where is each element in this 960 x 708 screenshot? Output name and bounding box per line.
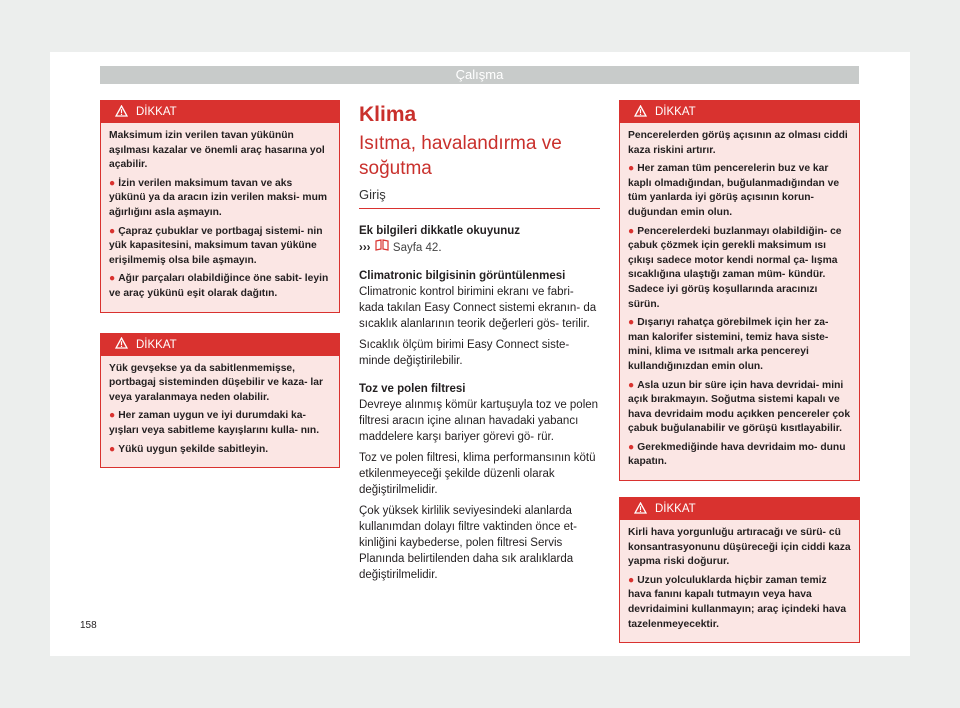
reference-heading: Ek bilgileri dikkatle okuyunuz: [359, 225, 521, 237]
warning-bullet: ● Pencerelerdeki buzlanmayı olabildiğin- ce çabuk çözmek için gerekli maksimum ısı çıkışı sadece motor kendi normal ça- lışma sıcaklığına ulaştığı zaman müm- kündür. Sadece iyi görüş koşullarında aracınızı sürün.: [628, 225, 842, 310]
warning-box-load: [100, 100, 340, 313]
warning-bullet: ● Uzun yolculuklarda hiçbir zaman temiz hava fanını kapalı tutmayın veya hava devridaimini kullanmayın; araç içindeki hava tazelenmeyecektir.: [628, 574, 847, 630]
warning-label: DİKKAT: [655, 106, 696, 118]
paragraph: Climatronic kontrol birimini ekranı ve fabri- kada takılan Easy Connect sistemi ekranın- da sıcaklık alanlarının teorik değerleri gös- terilir.: [359, 286, 597, 330]
warning-box-visibility: [619, 100, 860, 481]
middle-column: [359, 103, 600, 583]
warning-bullet: ● Her zaman tüm pencerelerin buz ve kar kaplı olmadığından, buğulanmadığından ve tüm yanlarda iyi görüş açısının korun- duğundan emin olun.: [628, 163, 840, 218]
warning-triangle-icon: [634, 502, 655, 517]
warning-bullet: ● Yükü uygun şekilde sabitleyin.: [109, 443, 269, 455]
warning-box-loose-load: [100, 333, 340, 469]
warning-intro: Pencerelerden görüş açısının az olması ciddi kaza riskini artırır.: [628, 130, 848, 156]
paragraph: Toz ve polen filtresi, klima performansının kötü etkilenmeyeceği şekilde düzenli olarak değiştirilmelidir.: [359, 452, 596, 496]
warning-triangle-icon: [634, 105, 655, 120]
subheading: Climatronic bilgisinin görüntülenmesi: [359, 270, 566, 282]
page-reference: ››› Sayfa 42.: [359, 242, 442, 254]
section-heading: Giriş: [359, 181, 600, 209]
paragraph: Devreye alınmış kömür kartuşuyla toz ve polen filtresi aracın içine alınan havadaki yabancı maddelere karşı bariyer görevi gö- rür.: [359, 399, 599, 443]
bullet-icon: ●: [628, 574, 635, 586]
warning-bullet: ● Her zaman uygun ve iyi durumdaki ka- yışları veya sabitleme kayışlarını kulla- nın.: [109, 410, 320, 436]
warning-header: [101, 101, 339, 123]
bullet-icon: ●: [628, 379, 635, 391]
reference-arrows: ›››: [359, 242, 371, 254]
warning-header: [101, 334, 339, 356]
warning-header: [620, 101, 859, 123]
left-column: [100, 100, 340, 468]
warning-bullet: ● Gerekmediğinde hava devridaim mo- dunu kapatın.: [628, 441, 846, 468]
bullet-icon: ●: [109, 443, 116, 455]
bullet-icon: ●: [109, 273, 116, 285]
warning-bullet: ● Dışarıyı rahatça görebilmek için her za- man kalorifer sistemini, temiz hava siste- mini, klima ve ısıtmalı arka pencereyi kullandığınızdan emin olun.: [628, 317, 829, 372]
bullet-icon: ●: [628, 225, 635, 237]
warning-bullet: ● Çapraz çubuklar ve portbagaj sistemi- nin yük kapasitesini, maksimum tavan yüküne erişilmemiş olsa bile aşmayın.: [109, 225, 323, 266]
warning-intro: Maksimum izin verilen tavan yükünün aşılması kazalar ve önemli araç hasarına yol açabilir.: [109, 130, 325, 171]
right-column: [619, 100, 860, 643]
book-icon: [374, 242, 390, 254]
paragraph: Sıcaklık ölçüm birimi Easy Connect siste- minde değiştirilebilir.: [359, 339, 570, 367]
warning-triangle-icon: [115, 105, 136, 120]
warning-box-air-quality: [619, 497, 860, 643]
warning-bullet: ● Ağır parçaları olabildiğince öne sabit- leyin ve araç yükünü eşit olarak dağıtın.: [109, 273, 329, 299]
subheading: Toz ve polen filtresi: [359, 383, 466, 395]
chapter-header: Çalışma: [100, 66, 859, 84]
page-title: Klima: [359, 103, 417, 126]
warning-bullet: ● İzin verilen maksimum tavan ve aks yükünü ya da aracın izin verilen maksi- mum ağırlığını asla aşmayın.: [109, 177, 328, 218]
warning-label: DİKKAT: [136, 338, 177, 351]
warning-intro: Kirli hava yorgunluğu artıracağı ve sürü- cü konsantrasyonunu düşüreceği için ciddi kaza yapma riski doğurur.: [628, 527, 851, 568]
warning-header: [620, 498, 859, 520]
bullet-icon: ●: [109, 225, 116, 237]
warning-triangle-icon: [115, 337, 136, 352]
bullet-icon: ●: [628, 163, 635, 175]
page-link[interactable]: Sayfa 42: [392, 242, 439, 254]
bullet-icon: ●: [628, 317, 635, 329]
warning-intro: Yük gevşekse ya da sabitlenmemişse, portbagaj sisteminden düşebilir ve kaza- lar veya yaralanmaya neden olabilir.: [109, 362, 324, 403]
warning-bullet: ● Asla uzun bir süre için hava devridai- mini açık bırakmayın. Soğutma sistemi kapalı ve hava devridaim modu açıkken pencereler çok çabuk buğulanabilir ve görüşü kısıtlayabilir.: [628, 379, 851, 435]
warning-label: DİKKAT: [136, 106, 177, 118]
warning-label: DİKKAT: [655, 503, 696, 516]
page-number: 158: [80, 620, 97, 631]
bullet-icon: ●: [109, 177, 116, 189]
bullet-icon: ●: [109, 410, 116, 422]
paragraph: Çok yüksek kirlilik seviyesindeki alanlarda kullanımdan dolayı filtre vaktinden önce et- kinliğini kaybederse, polen filtresi Servis Planında belirtilenden daha sık aralıklarda değiştirilmelidir.: [359, 505, 577, 581]
page-subtitle: Isıtma, havalandırma ve soğutma: [359, 133, 562, 179]
bullet-icon: ●: [628, 441, 635, 453]
